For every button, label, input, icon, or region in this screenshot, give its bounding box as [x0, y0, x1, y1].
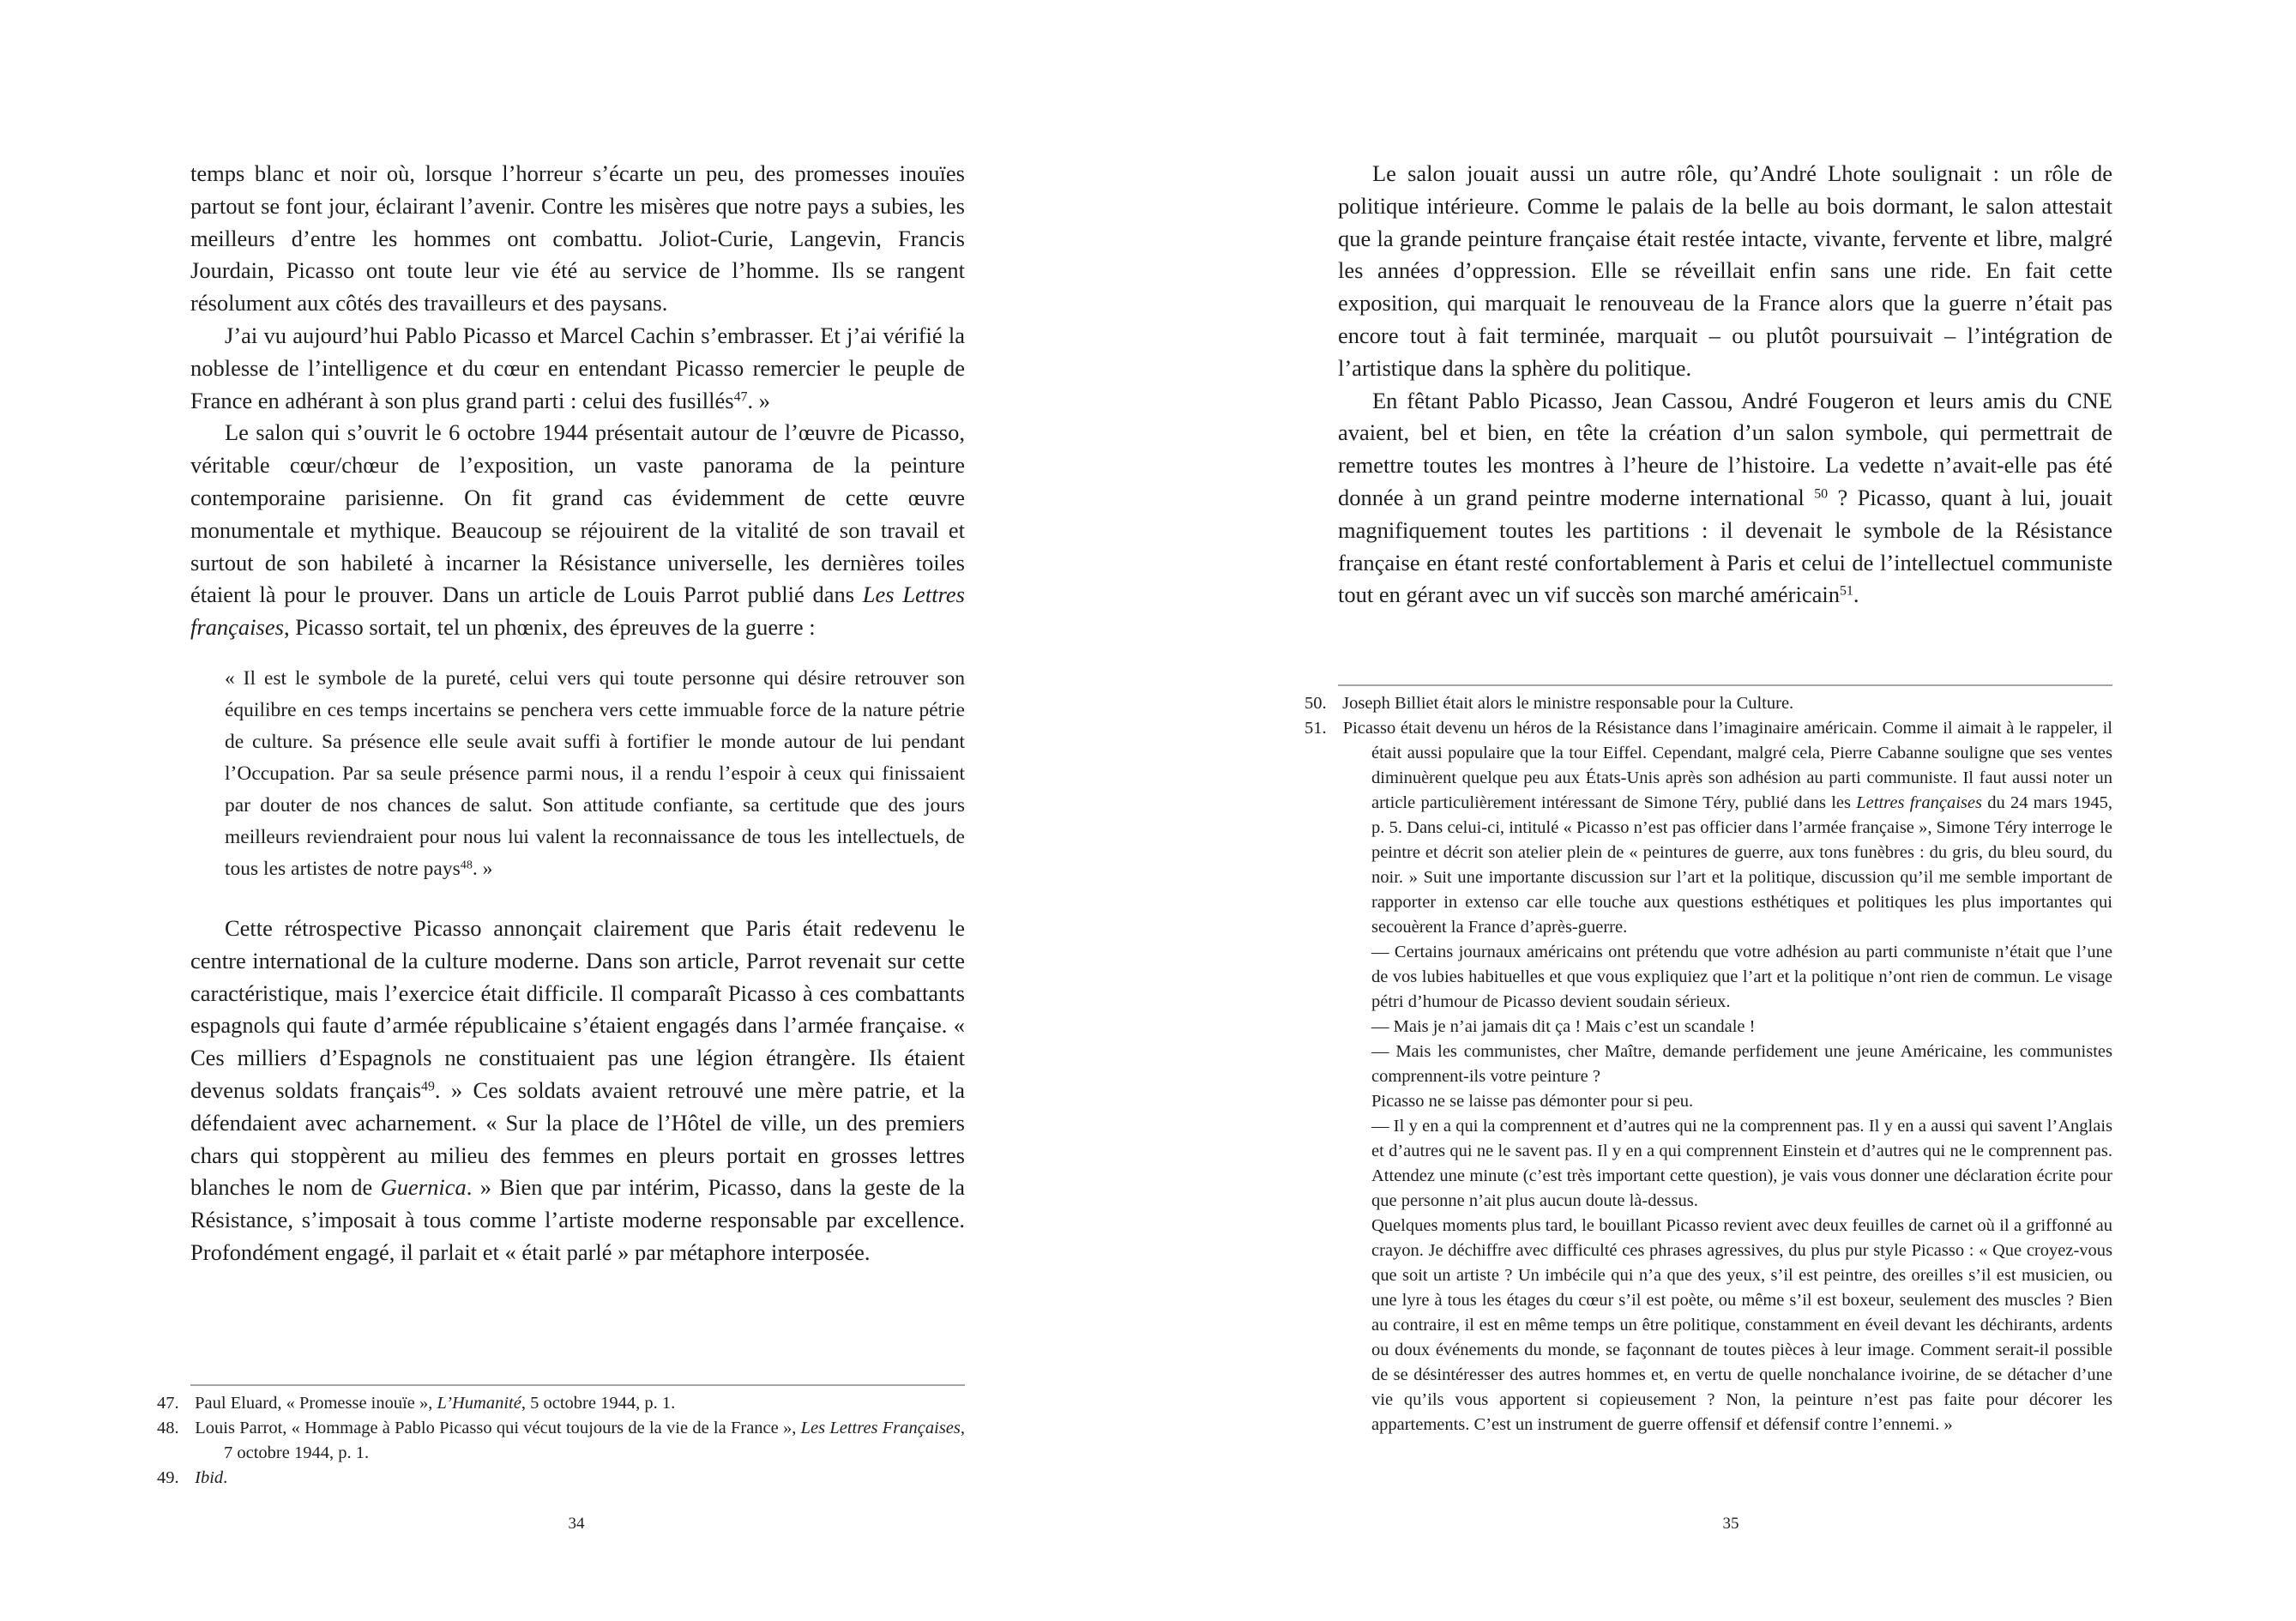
footnote-continuation: Quelques moments plus tard, le bouillant Picasso revient avec deux feuilles de carnet où il a griffonné au crayon. Je déchiffre avec difficulté ces phrases agressives, du plus pur style Picasso : « Que croyez-vous que soit un artiste ? Un imbécile qui n’a que des yeux, s’il est peintre, des oreilles s’il est musicien, ou une lyre à tous les étages du cœur s’il est poète, ou même s’il est boxeur, seulement des muscles ? Bien au contraire, il est en même temps un être politique, constamment en éveil devant les déchirants, ardents ou doux événements du monde, se façonnant de toutes pièces à leur image. Comment serait-il possible de se désintéresser des autres hommes et, en vertu de quelle nonchalance ivoirine, de se détacher d’une vie qu’ils vous apportent si copieusement ? Non, la peinture n’est pas faite pour décorer les appartements. C’est un instrument de guerre offensif et défensif contre l’ennemi. » — [1371, 1216, 2112, 1434]
main-text-column — [1338, 158, 2112, 612]
footnote-text: Joseph Billiet était alors le ministre responsable pour la Culture. — [1342, 694, 1794, 713]
footnotes-section — [1305, 684, 2112, 1437]
italic-title: Les Lettres Françaises — [800, 1419, 961, 1437]
footnote-continuation: — Mais je n’ai jamais dit ça ! Mais c’est un scandale ! — [1371, 1017, 1756, 1036]
paragraph: Le salon jouait aussi un autre rôle, qu’André Lhote soulignait : un rôle de politique intérieure. Comme le palais de la belle au bois dormant, le salon attestait que la grande peinture française était restée intacte, vivante, fervente et libre, malgré les années d’oppression. Elle se réveillait enfin sans une ride. En fait cette exposition, qui marquait le renouveau de la France alors que la guerre n’était pas encore tout à fait terminée, marquait – ou plutôt poursuivait – l’intégration de l’artistique dans la sphère du politique. — [1338, 160, 2112, 381]
footnote-rule — [190, 1384, 965, 1386]
footnote-text: Picasso était devenu un héros de la Résistance dans l’imaginaire américain. Comme il aimait à le rappeler, il était aussi populaire que la tour Eiffel. Cependant, malgré cela, Pierre Cabanne souligne que ses ventes diminuèrent quelque peu aux États-Unis après son adhésion au parti communiste. Il faut aussi noter un article particulièrement intéressant de Simone Téry, publié dans les Lettres françaises du 24 mars 1945, p. 5. Dans celui-ci, intitulé « Picasso n’est pas officier dans l’armée française », Simone Téry interroge le peintre et décrit son atelier plein de « peintures de guerre, aux tons funèbres : du gris, du bleu sourd, du noir. » Suit une importante discussion sur l’art et la politique, discussion qu’il me semble important de rapporter in extenso car elle touche aux questions esthétiques et politiques les plus importantes qui secouèrent la France d’après-guerre. — [1342, 719, 2112, 937]
page-number: 35 — [1722, 1515, 1739, 1533]
footnote-47: 47. Paul Eluard, « Promesse inouïe », L’Humanité, 5 octobre 1944, p. 1. — [157, 1394, 676, 1413]
footnote-rule — [1338, 684, 2112, 686]
footnote-continuation: — Certains journaux américains ont prétendu que votre adhésion au parti communiste n’était que l’une de vos lubies habituelles et que vous expliquiez que l’art et la politique n’ont rien de commun. Le visage pétri d’humour de Picasso devient soudain sérieux. — [1371, 943, 2112, 1011]
paragraph: temps blanc et noir où, lorsque l’horreur s’écarte un peu, des promesses inouïes partout se font jour, éclairant l’avenir. Contre les misères que notre pays a subies, les meilleurs d’entre les hommes ont combattu. Joliot-Curie, Langevin, Francis Jourdain, Picasso ont toute leur vie été au service de l’homme. Ils se rangent résolument aux côtés des travailleurs et des paysans. — [190, 160, 965, 316]
footnote-reference[interactable]: 50 — [1814, 486, 1829, 502]
footnotes-section — [157, 1384, 965, 1491]
footnote-text: Ibid. — [195, 1468, 228, 1487]
paragraph: En fêtant Pablo Picasso, Jean Cassou, André Fougeron et leurs amis du CNE avaient, bel et bien, en tête la création d’un salon symbole, qui permettrait de remettre toutes les montres à l’heure de l’histoire. La vedette n’avait-elle pas été donnée à un grand peintre moderne international $^{50}$ ? Picasso, quant à lui, jouait magnifiquement toutes les partitions : il devenait le symbole de la Résistance française en étant resté confortablement à Paris et celui de l’intellectuel communiste tout en gérant avec un vif succès son marché américain$^{51}$. — [1338, 387, 2112, 608]
paragraph: Cette rétrospective Picasso annonçait clairement que Paris était redevenu le centre international de la culture moderne. Dans son article, Parrot revenait sur cette caractéristique, mais l’exercice était difficile. Il comparaît Picasso à ces combattants espagnols qui faute d’armée républicaine s’étaient engagés dans l’armée française. « Ces milliers d’Espagnols ne constituaient pas une légion étrangère. Ils étaient devenus soldats français$^{49}$. » Ces soldats avaient retrouvé une mère patrie, et la défendaient avec acharnement. « Sur la place de l’Hôtel de ville, un des premiers chars qui stoppèrent au milieu des femmes en pleurs portait en grosses lettres blanches le nom de Guernica. » Bien que par intérim, Picasso, dans la geste de la Résistance, s’imposait à tous comme l’artiste moderne responsable par excellence. Profondément engagé, il parlait et « était parlé » par métaphore interposée. — [190, 914, 965, 1265]
footnote-continuation: Picasso ne se laisse pas démonter pour si peu. — [1371, 1092, 1694, 1111]
page-number: 34 — [568, 1515, 585, 1533]
footnote-text: Louis Parrot, « Hommage à Pablo Picasso qui vécut toujours de la vie de la France », Les Lettres Françaises, 7 octobre 1944, p. 1. — [195, 1419, 965, 1462]
paragraph: J’ai vu aujourd’hui Pablo Picasso et Marcel Cachin s’embrasser. Et j’ai vérifié la noblesse de l’intelligence et du cœur en entendant Picasso remercier le peuple de France en adhérant à son plus grand parti : celui des fusillés$^{47}$. » — [190, 322, 965, 413]
italic-title: Les Lettres françaises — [190, 582, 965, 641]
page-right — [1148, 0, 2296, 1621]
footnote-reference[interactable]: 47 — [733, 389, 748, 404]
italic-title: Lettres françaises — [1856, 793, 1982, 812]
italic-title: Guernica — [380, 1174, 467, 1201]
italic-title: Ibid — [195, 1468, 224, 1487]
footnote-51: 51. Picasso était devenu un héros de la Résistance dans l’imaginaire américain. Comme il aimait à le rappeler, il était aussi populaire que la tour Eiffel. Cependant, malgré cela, Pierre Cabanne souligne que ses ventes diminuèrent quelque peu aux États-Unis après son adhésion au parti communiste. Il faut aussi noter un article particulièrement intéressant de Simone Téry, publié dans les Lettres françaises du 24 mars 1945, p. 5. Dans celui-ci, intitulé « Picasso n’est pas officier dans l’armée française », Simone Téry interroge le peintre et décrit son atelier plein de « peintures de guerre, aux tons funèbres : du gris, du bleu sourd, du noir. » Suit une importante discussion sur l’art et la politique, discussion qu’il me semble important de rapporter in extenso car elle touche aux questions esthétiques et politiques les plus importantes qui secouèrent la France d’après-guerre. — [1305, 719, 2112, 937]
block-quotation: « Il est le symbole de la pureté, celui vers qui toute personne qui désire retrouver son équilibre en ces temps incertains se penchera vers cette immuable force de la nature pétrie de culture. Sa présence elle seule avait suffi à fortifier le monde autour de lui pendant l’Occupation. Par sa seule présence parmi nous, il a rendu l’espoir à ceux qui finissaient par douter de nos chances de salut. Son attitude confiante, sa certitude que des jours meilleurs reviendraient pour nous lui valent la reconnaissance de tous les intellectuels, de tous les artistes de notre pays$^{48}$. » — [225, 666, 965, 880]
footnote-48: 48. Louis Parrot, « Hommage à Pablo Picasso qui vécut toujours de la vie de la France », Les Lettres Françaises, 7 octobre 1944, p. 1. — [157, 1419, 965, 1462]
footnote-reference[interactable]: 51 — [1839, 583, 1853, 599]
footnote-reference[interactable]: 48 — [460, 858, 473, 872]
italic-title: L’Humanité — [437, 1394, 521, 1413]
main-text-column — [190, 158, 965, 1269]
footnote-reference[interactable]: 49 — [421, 1079, 435, 1094]
paragraph: Le salon qui s’ouvrit le 6 octobre 1944 présentait autour de l’œuvre de Picasso, véritable cœur/chœur de l’exposition, un vaste panorama de la peinture contemporaine parisienne. On fit grand cas évidemment de cette œuvre monumentale et mythique. Beaucoup se réjouirent de la vitalité de son travail et surtout de son habileté à incarner la Résistance universelle, les dernières toiles étaient là pour le prouver. Dans un article de Louis Parrot publié dans Les Lettres françaises, Picasso sortait, tel un phœnix, des épreuves de la guerre : — [190, 419, 965, 641]
footnote-50: 50. Joseph Billiet était alors le ministre responsable pour la Culture. — [1305, 694, 1794, 713]
footnote-text: Paul Eluard, « Promesse inouïe », L’Humanité, 5 octobre 1944, p. 1. — [195, 1394, 676, 1413]
footnote-continuation: — Mais les communistes, cher Maître, demande perfidement une jeune Américaine, les communistes comprennent-ils votre peinture ? — [1371, 1042, 2112, 1086]
footnote-continuation: — Il y en a qui la comprennent et d’autres qui ne la comprennent pas. Il y en a aussi qui savent l’Anglais et d’autres qui ne le savent pas. Il y en a qui comprennent Einstein et d’autres qui ne le comprennent pas. Attendez une minute (c’est très important cette question), je vais vous donner une déclaration écrite pour que personne n’ait plus aucun doute là-dessus. — [1371, 1117, 2112, 1210]
footnote-49: 49. Ibid. — [157, 1468, 228, 1487]
